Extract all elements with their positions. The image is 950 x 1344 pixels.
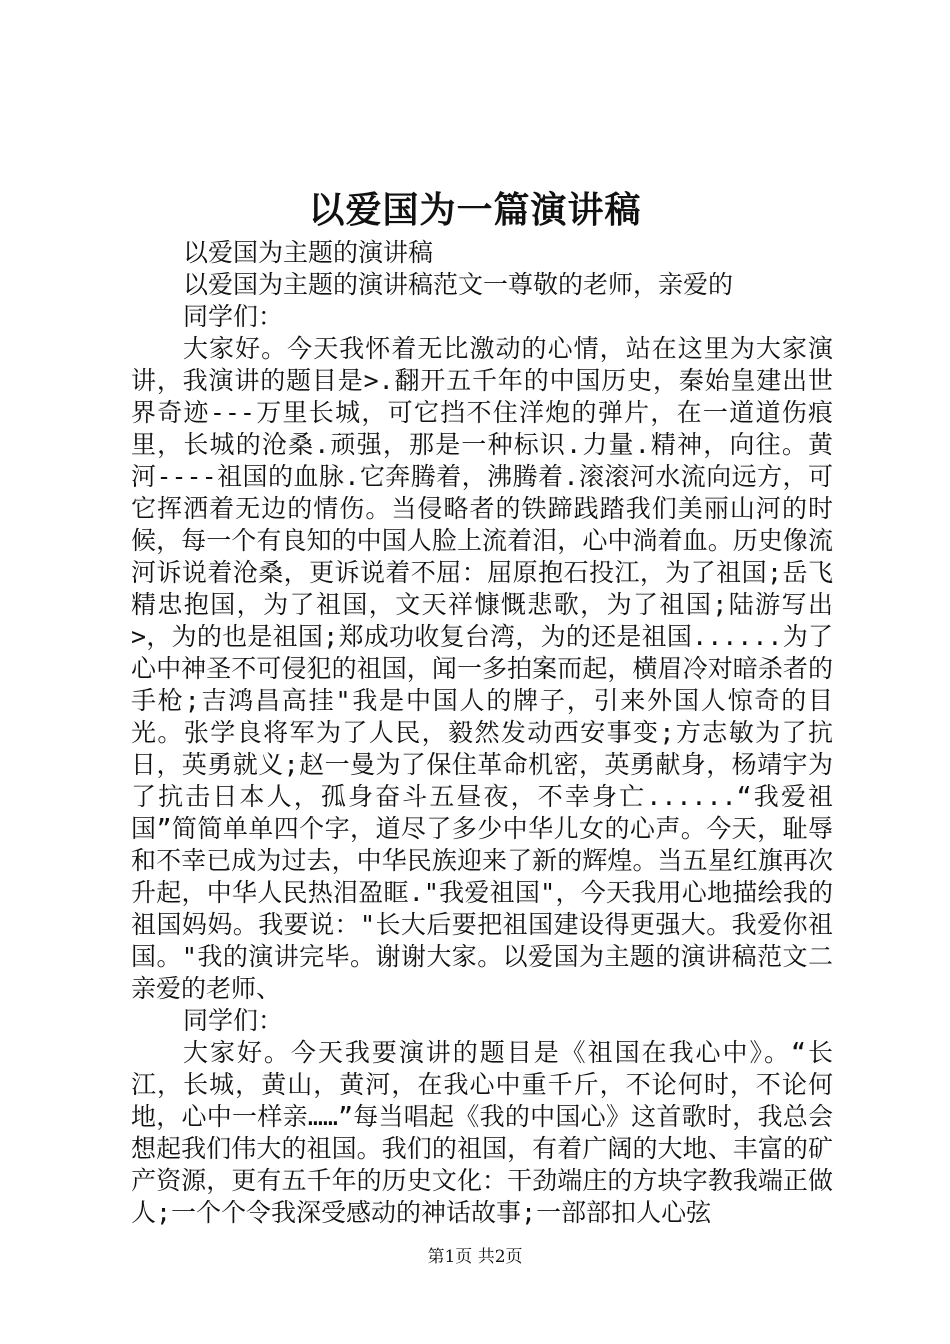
paragraph-speech-two: 大家好。今天我要演讲的题目是《祖国在我心中》。“长江，长城，黄山，黄河，在我心中重千斤，不论何时，不论何地，心中一样亲……”每当唱起《我的中国心》这首歌时，我总会想起我们伟大的祖国。我们的祖国，有着广阔的大地、丰富的矿产资源，更有五千年的历史文化：干劲端庄的方块字教我端正做人;一个个令我深受感动的神话故事;一部部扣人心弦 xyxy=(131,1038,833,1227)
paragraph-speech-one: 大家好。今天我怀着无比激动的心情，站在这里为大家演讲，我演讲的题目是>.翻开五千年的中国历史，秦始皇建出世界奇迹---万里长城，可它挡不住洋炮的弹片，在一道道伤痕里，长城的沧桑.顽强，那是一种标识.力量.精神，向往。黄河----祖国的血脉.它奔腾着，沸腾着.滚滚河水流向远方，可它挥洒着无边的情伤。当侵略者的铁蹄践踏我们美丽山河的时候，每一个有良知的中国人脸上流着泪，心中淌着血。历史像流河诉说着沧桑，更诉说着不屈：屈原抱石投江，为了祖国;岳飞精忠抱国，为了祖国，文天祥慷慨悲歌，为了祖国;陆游写出>，为的也是祖国;郑成功收复台湾，为的还是祖国......为了心中神圣不可侵犯的祖国，闻一多拍案而起，横眉冷对暗杀者的手枪;吉鸿昌高挂"我是中国人的牌子，引来外国人惊奇的目光。张学良将军为了人民，毅然发动西安事变;方志敏为了抗日，英勇就义;赵一曼为了保住革命机密，英勇献身，杨靖宇为了抗击日本人，孤身奋斗五昼夜，不幸身亡......“我爱祖国”简简单单四个字，道尽了多少中华儿女的心声。今天，耻辱和不幸已成为过去，中华民族迎来了新的辉煌。当五星红旗再次升起，中华人民热泪盈眶."我爱祖国"，今天我用心地描绘我的祖国妈妈。我要说："长大后要把祖国建设得更强大。我爱你祖国。"我的演讲完毕。谢谢大家。以爱国为主题的演讲稿范文二亲爱的老师、 xyxy=(131,334,833,1003)
paragraph-greeting-two: 同学们： xyxy=(183,1006,284,1035)
document-body xyxy=(131,237,833,1229)
page-footer: 第1页 共2页 xyxy=(427,1247,523,1267)
paragraph-greeting: 同学们： xyxy=(183,302,284,331)
paragraph-intro: 以爱国为主题的演讲稿范文一尊敬的老师，亲爱的 xyxy=(183,270,734,299)
paragraph-heading: 以爱国为主题的演讲稿 xyxy=(183,238,434,267)
document-title: 以爱国为一篇演讲稿 xyxy=(308,189,642,231)
